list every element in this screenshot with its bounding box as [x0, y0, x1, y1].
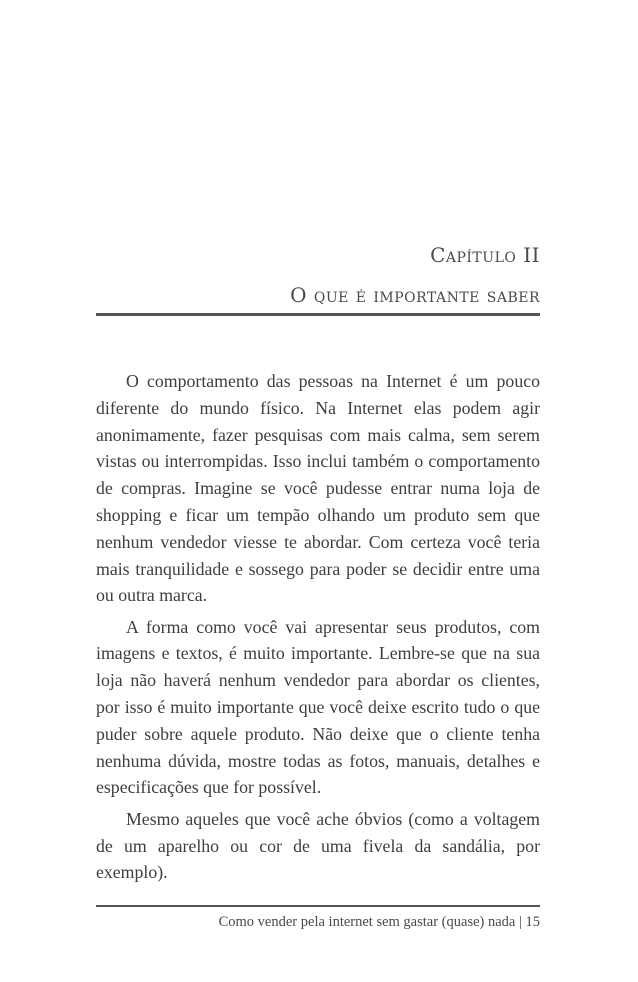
running-title: Como vender pela internet sem gastar (quase) nada	[218, 914, 516, 930]
footer-rule	[96, 905, 540, 907]
paragraph-3: Mesmo aqueles que você ache óbvios (como a voltagem de um aparelho ou cor de uma fivela da sandália, por exemplo).	[96, 808, 540, 883]
chapter-number: Capítulo II	[430, 243, 540, 267]
heading-rule	[96, 313, 540, 316]
footer-separator: |	[518, 914, 522, 930]
page-footer	[96, 914, 540, 931]
paragraph-2: A forma como você vai apresentar seus produtos, com imagens e textos, é muito importante. Lembre-se que na sua loja não haverá nenhum vendedor para abordar os clientes, por isso é muito importante que você deixe escrito tudo o que puder sobre aquele produto. Não deixe que o cliente tenha nenhuma dúvida, mostre todas as fotos, manuais, detalhes e especificações que for possível.	[96, 616, 540, 798]
paragraph-1: O comportamento das pessoas na Internet é um pouco diferente do mundo físico. Na Internet elas podem agir anonimamente, fazer pesquisas com mais calma, sem serem vistas ou interrompidas. Isso inclui também o comportamento de compras. Imagine se você pudesse entrar numa loja de shopping e ficar um tempão olhando um produto sem que nenhum vendedor viesse te abordar. Com certeza você teria mais tranquilidade e sossego para poder se decidir entre uma ou outra marca.	[96, 371, 540, 606]
page-number: 15	[525, 914, 540, 930]
chapter-title: O que é importante saber	[290, 283, 540, 307]
body-text	[96, 368, 540, 891]
